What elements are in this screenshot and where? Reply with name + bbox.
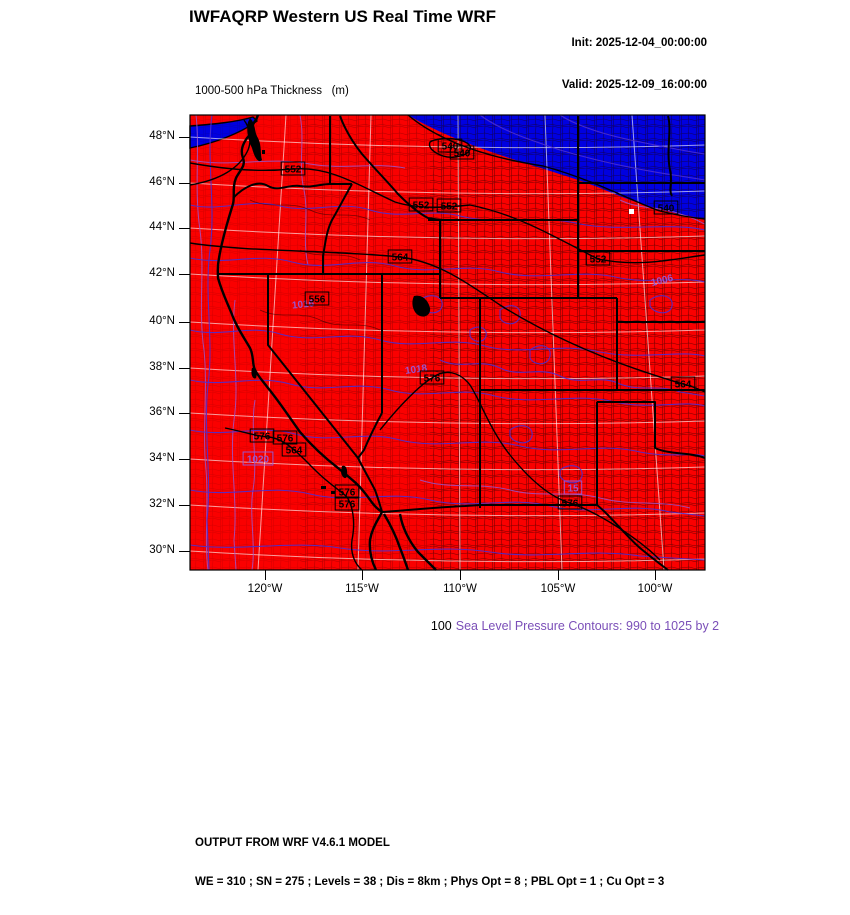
lon-tick-label: 120°W bbox=[247, 583, 283, 595]
svg-text:15: 15 bbox=[567, 483, 579, 495]
lon-tick bbox=[362, 570, 363, 580]
svg-text:564: 564 bbox=[285, 445, 303, 457]
contour-label bbox=[282, 443, 306, 457]
svg-text:576: 576 bbox=[338, 499, 356, 511]
caption-contour-fragment: 100 bbox=[430, 619, 452, 633]
svg-text:1016: 1016 bbox=[291, 298, 315, 312]
lat-tick-label: 42°N bbox=[149, 267, 175, 279]
lat-tick bbox=[179, 368, 190, 369]
lon-tick bbox=[558, 570, 559, 580]
svg-text:564: 564 bbox=[391, 252, 409, 264]
channel-island bbox=[321, 486, 326, 489]
lat-tick bbox=[179, 137, 190, 138]
lon-tick bbox=[655, 570, 656, 580]
caption-text: Sea Level Pressure Contours: 990 to 1025 by 2 bbox=[455, 619, 720, 633]
svg-text:576: 576 bbox=[423, 373, 441, 385]
svg-text:576: 576 bbox=[253, 431, 271, 443]
init-time: Init: 2025-12-04_00:00:00 bbox=[571, 37, 707, 49]
lat-tick-label: 30°N bbox=[149, 544, 175, 556]
contour-label bbox=[450, 146, 474, 160]
lat-tick-label: 48°N bbox=[149, 130, 175, 142]
svg-text:1006: 1006 bbox=[650, 272, 675, 289]
contour-label bbox=[420, 371, 444, 385]
lat-tick-label: 46°N bbox=[149, 176, 175, 188]
contour-label bbox=[273, 431, 297, 445]
contour-label bbox=[243, 452, 273, 466]
lon-tick bbox=[265, 570, 266, 580]
legend-line-thickness-1: 1000-500 hPa Thickness (m) bbox=[195, 85, 349, 97]
contour-label bbox=[437, 199, 461, 213]
lat-tick bbox=[179, 505, 190, 506]
contour-label bbox=[335, 485, 359, 499]
svg-text:576: 576 bbox=[561, 498, 579, 510]
contour-label bbox=[558, 496, 582, 510]
model-footer bbox=[195, 811, 664, 915]
lon-tick-label: 100°W bbox=[637, 583, 673, 595]
svg-text:1020: 1020 bbox=[246, 454, 270, 466]
map-area bbox=[190, 115, 705, 570]
contour-label bbox=[250, 429, 274, 443]
channel-island bbox=[331, 491, 335, 494]
lat-tick bbox=[179, 413, 190, 414]
svg-text:576: 576 bbox=[338, 487, 356, 499]
lat-tick-label: 44°N bbox=[149, 221, 175, 233]
lat-tick bbox=[179, 459, 190, 460]
footer-model-line: OUTPUT FROM WRF V4.6.1 MODEL bbox=[195, 837, 390, 849]
lon-tick-label: 115°W bbox=[345, 583, 379, 595]
contour-label bbox=[335, 497, 359, 511]
contour-label bbox=[586, 252, 610, 266]
lat-tick-label: 40°N bbox=[149, 315, 175, 327]
lat-tick-label: 38°N bbox=[149, 361, 175, 373]
contour-label bbox=[281, 162, 305, 176]
footer-config-line: WE = 310 ; SN = 275 ; Levels = 38 ; Dis = 8km ; Phys Opt = 8 ; PBL Opt = 1 ; Cu Opt = 3 bbox=[195, 876, 665, 888]
lon-tick-label: 105°W bbox=[540, 583, 576, 595]
island-speck bbox=[262, 150, 265, 154]
run-times bbox=[562, 8, 707, 120]
svg-text:552: 552 bbox=[412, 200, 430, 212]
contour-label bbox=[671, 377, 695, 391]
lat-tick bbox=[179, 183, 190, 184]
page-title: IWFAQRP Western US Real Time WRF bbox=[189, 7, 497, 26]
svg-text:540: 540 bbox=[441, 141, 459, 153]
contour-label bbox=[388, 250, 412, 264]
contour-label bbox=[654, 201, 678, 215]
svg-text:540: 540 bbox=[453, 148, 471, 160]
svg-text:1018: 1018 bbox=[404, 362, 428, 377]
lat-tick-label: 34°N bbox=[149, 452, 175, 464]
contour-label bbox=[409, 198, 433, 212]
wrf-map-plot bbox=[190, 115, 705, 570]
svg-text:552: 552 bbox=[589, 254, 607, 266]
slp-caption bbox=[417, 605, 719, 647]
valid-time: Valid: 2025-12-09_16:00:00 bbox=[561, 79, 707, 91]
svg-text:552: 552 bbox=[440, 201, 458, 213]
contour-label bbox=[305, 292, 329, 306]
lat-tick bbox=[179, 551, 190, 552]
svg-text:552: 552 bbox=[284, 164, 302, 176]
svg-text:540: 540 bbox=[657, 203, 675, 215]
svg-text:556: 556 bbox=[308, 294, 326, 306]
svg-text:576: 576 bbox=[276, 433, 294, 445]
white-speck bbox=[629, 209, 634, 214]
lon-tick-label: 110°W bbox=[443, 583, 477, 595]
lat-tick bbox=[179, 274, 190, 275]
lon-tick bbox=[460, 570, 461, 580]
lat-tick-label: 32°N bbox=[149, 498, 175, 510]
lat-tick bbox=[179, 228, 190, 229]
svg-text:564: 564 bbox=[674, 379, 692, 391]
lat-tick-label: 36°N bbox=[149, 406, 175, 418]
lat-tick bbox=[179, 322, 190, 323]
